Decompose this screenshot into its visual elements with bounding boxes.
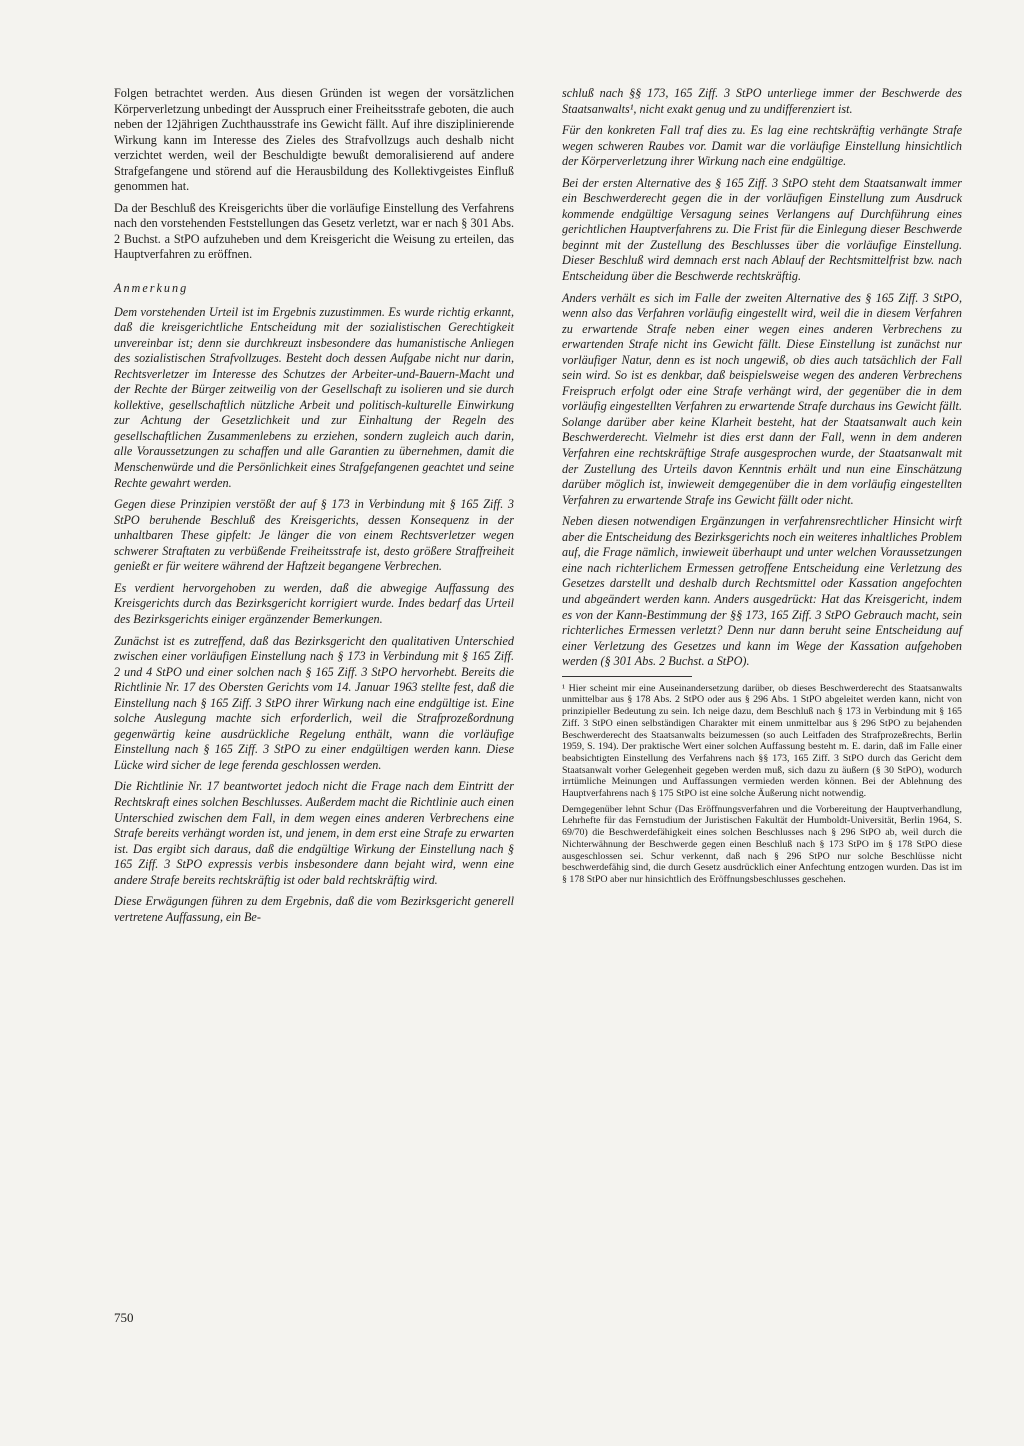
footnote: Demgegenüber lehnt Schur (Das Eröffnungsverfahren und die Vorbereitung der Hauptverhandlung, Lehrhefte für das Fernstudium der Juristischen Fakultät der Humboldt-Universität, Berlin 1964, S. 69/70) die Beschwerdefähigkeit eines solchen Beschlusses nach § 296 StPO ab, weil durch die Nichterwähnung der Beschwerde gegen einen Beschluß nach § 173 StPO im § 178 StPO diese ausgeschlossen sei. Schur verkennt, daß nach § 296 StPO nur solche Beschlüsse nicht beschwerdefähig sind, die durch Gesetz ausdrücklich einer Anfechtung entzogen wurden. Das ist im § 178 StPO aber nur hinsichtlich des Eröffnungsbeschlusses geschehen. — [562, 803, 962, 885]
annotation-paragraph: Für den konkreten Fall traf dies zu. Es lag eine rechtskräftig verhängte Strafe wegen schweren Raubes vor. Damit war die vorläufige Einstellung hinsichtlich der Körperverletzung ihrer Wirkung nach eine endgültige. — [562, 123, 962, 169]
annotation-paragraph: Gegen diese Prinzipien verstößt der auf § 173 in Verbindung mit § 165 Ziff. 3 StPO beruhende Beschluß des Kreisgerichts, dessen Konsequenz in der unhaltbaren These gipfelt: Je länger die von einem Rechtsverletzer wegen schwerer Straftaten zu verbüßende Freiheitsstrafe ist, desto größere Straffreiheit genießt er für weitere während der Haftzeit begangene Verbrechen. — [114, 497, 514, 574]
body-paragraph: Folgen betrachtet werden. Aus diesen Gründen ist wegen der vorsätzlichen Körperverletzung unbedingt der Ausspruch einer Freiheitsstrafe geboten, die auch neben der 12jährigen Zuchthausstrafe ins Gewicht fällt. Auf ihre disziplinierende Wirkung kann im Interesse des Zieles des Strafvollzugs auch deshalb nicht verzichtet werden, weil der Beschuldigte bewußt demoralisierend auf andere Strafgefangene und störend auf die Herausbildung des Kollektivgeistes Einfluß genommen hat. — [114, 86, 514, 194]
left-column — [114, 86, 514, 931]
annotation-paragraph: Bei der ersten Alternative des § 165 Ziff. 3 StPO steht dem Staatsanwalt immer ein Beschwerderecht gegen die in der vorläufigen Einstellung zum Ausdruck kommende endgültige Versagung seines Verlangens auf Durchführung eines gerichtlichen Hauptverfahrens zu. Die Frist für die Einlegung dieser Beschwerde beginnt mit der Zustellung des Beschlusses über die vorläufige Einstellung. Dieser Beschluß wird demnach erst nach Ablauf der Rechtsmittelfrist bzw. nach Entscheidung über die Beschwerde rechtskräftig. — [562, 175, 962, 284]
annotation-paragraph: Anders verhält es sich im Falle der zweiten Alternative des § 165 Ziff. 3 StPO, wenn also das Verfahren vorläufig eingestellt wird, weil die in diesem Verfahren zu erwartende Strafe neben einer wegen eines anderen Verbrechens zu erwartenden Strafe nicht ins Gewicht fällt. Diese Einstellung ist zunächst nur vorläufiger Natur, denn es ist noch ungewiß, ob dies auch tatsächlich der Fall sein wird. So ist es denkbar, daß beispielsweise wegen des anderen Verbrechens Freispruch erfolgt oder eine Strafe verhängt wird, der gegenüber die in dem vorläufig eingestellten Verfahren zu erwartende Strafe durchaus ins Gewicht fällt. Solange darüber aber keine Klarheit besteht, hat der Staatsanwalt auch kein Beschwerderecht. Vielmehr ist dies erst dann der Fall, wenn in dem anderen Verfahren eine rechtskräftige Strafe ausgesprochen wurde, der Staatsanwalt mit der Zustellung des Urteils davon Kenntnis erhält und nun eine Einschätzung darüber möglich ist, inwieweit demgegenüber die in dem vorläufig eingestellten Verfahren zu erwartende Strafe ins Gewicht fällt oder nicht. — [562, 290, 962, 507]
page-number: 750 — [114, 1310, 134, 1325]
annotation-paragraph: schluß nach §§ 173, 165 Ziff. 3 StPO unterliege immer der Beschwerde des Staatsanwalts¹, nicht exakt genug und zu undifferenziert ist. — [562, 86, 962, 116]
annotation-paragraph: Die Richtlinie Nr. 17 beantwortet jedoch nicht die Frage nach dem Eintritt der Rechtskraft eines solchen Beschlusses. Außerdem macht die Richtlinie auch einen Unterschied zwischen dem Fall, in dem wegen eines anderen Verbrechens eine Strafe bereits verhängt worden ist, und jenem, in dem erst eine Strafe zu erwarten ist. Das ergibt sich daraus, daß die endgültige Wirkung der Einstellung nach § 165 Ziff. 3 StPO expressis verbis insbesondere dann bejaht wird, wenn eine andere Strafe bereits rechtskräftig ist oder bald rechtskräftig wird. — [114, 779, 514, 887]
footnote: ¹ Hier scheint mir eine Auseinandersetzung darüber, ob dieses Beschwerderecht des Staatsanwalts unmittelbar aus § 178 Abs. 2 StPO oder aus § 296 Abs. 1 StPO abgeleitet werden kann, nicht von prinzipieller Bedeutung zu sein. Ich neige dazu, dem Beschluß nach § 173 in Verbindung mit § 165 Ziff. 3 StPO einen selbständigen Charakter mit einem unmittelbar aus § 296 StPO zu bejahenden Beschwerderecht des Staatsanwalts beizumessen (so auch Leitfaden des Strafprozeßrechts, Berlin 1959, S. 194). Der praktische Wert einer solchen Auffassung besteht m. E. darin, daß im Falle einer beabsichtigten Einstellung des Verfahrens nach §§ 173, 165 Ziff. 3 StPO durch das Gericht dem Staatsanwalt vorher Gelegenheit gegeben werden muß, sich dazu zu äußern (§ 30 StPO), wodurch irrtümliche Meinungen und Auffassungen vermieden werden können. Bei der Ablehnung des Hauptverfahrens nach § 175 StPO ist eine solche Äußerung nicht notwendig. — [562, 682, 962, 800]
footnote-divider — [562, 676, 692, 677]
annotation-paragraph: Diese Erwägungen führen zu dem Ergebnis, daß die vom Bezirksgericht generell vertretene Auffassung, ein Be- — [114, 894, 514, 924]
right-column — [562, 86, 962, 890]
section-heading: Anmerkung — [114, 281, 189, 296]
annotation-paragraph: Zunächst ist es zutreffend, daß das Bezirksgericht den qualitativen Unterschied zwischen einer vorläufigen Einstellung nach § 173 in Verbindung mit § 165 Ziff. 2 und 4 StPO und einer solchen nach § 165 Ziff. 3 StPO hervorhebt. Bereits die Richtlinie Nr. 17 des Obersten Gerichts vom 14. Januar 1963 stellte fest, daß die Einstellung nach § 165 Ziff. 3 StPO ihrer Wirkung nach eine endgültige ist. Eine solche Auslegung machte sich erforderlich, weil die Strafprozeßordnung gegenwärtig keine ausdrückliche Regelung enthält, wann die vorläufige Einstellung nach § 165 Ziff. 3 StPO zu einer endgültigen werden kann. Diese Lücke wird sicher de lege ferenda geschlossen werden. — [114, 633, 514, 772]
annotation-paragraph: Dem vorstehenden Urteil ist im Ergebnis zuzustimmen. Es wurde richtig erkannt, daß die kreisgerichtliche Entscheidung mit der sozialistischen Gerechtigkeit unvereinbar ist; denn sie durchkreuzt insbesondere das humanistische Anliegen des sozialistischen Strafvollzuges. Besteht doch dessen Aufgabe nicht nur darin, Rechtsverletzer im Interesse des Schutzes der Arbeiter-und-Bauern-Macht und der Rechte der Bürger zeitweilig von der Gesellschaft zu isolieren und sie durch kollektive, gesellschaftlich nützliche Arbeit und politisch-kulturelle Einwirkung zur Achtung der Gesetzlichkeit und zur Einhaltung der Regeln des gesellschaftlichen Zusammenlebens zu erziehen, sondern zugleich auch darin, alle Voraussetzungen zu schaffen und alle Garantien zu übernehmen, damit die Menschenwürde und die Persönlichkeit eines Strafgefangenen geachtet und seine Rechte gewahrt werden. — [114, 304, 514, 490]
annotation-paragraph: Es verdient hervorgehoben zu werden, daß die abwegige Auffassung des Kreisgerichts durch das Bezirksgericht korrigiert wurde. Indes bedarf das Urteil des Bezirksgerichts einiger ergänzender Bemerkungen. — [114, 580, 514, 626]
body-paragraph: Da der Beschluß des Kreisgerichts über die vorläufige Einstellung des Verfahrens nach den vorstehenden Feststellungen das Gesetz verletzt, war er nach § 301 Abs. 2 Buchst. a StPO aufzuheben und dem Kreisgericht die Weisung zu erteilen, das Hauptverfahren zu eröffnen. — [114, 200, 514, 262]
footnotes — [562, 683, 962, 886]
annotation-paragraph: Neben diesen notwendigen Ergänzungen in verfahrensrechtlicher Hinsicht wirft aber die Entscheidung des Bezirksgerichts noch ein weiteres inhaltliches Problem auf, die Frage nämlich, inwieweit überhaupt und unter welchen Voraussetzungen eine nach richterlichem Ermessen getroffene Entscheidung eine Verletzung des Gesetzes darstellt und deshalb durch Rechtsmittel oder Kassation angefochten und abgeändert werden kann. Anders ausgedrückt: Hat das Kreisgericht, indem es von der Kann-Bestimmung der §§ 173, 165 Ziff. 3 StPO Gebrauch macht, sein richterliches Ermessen verletzt? Denn nur dann beruht seine Entscheidung auf einer Verletzung des Gesetzes und kann im Wege der Kassation aufgehoben werden (§ 301 Abs. 2 Buchst. a StPO). — [562, 514, 962, 669]
